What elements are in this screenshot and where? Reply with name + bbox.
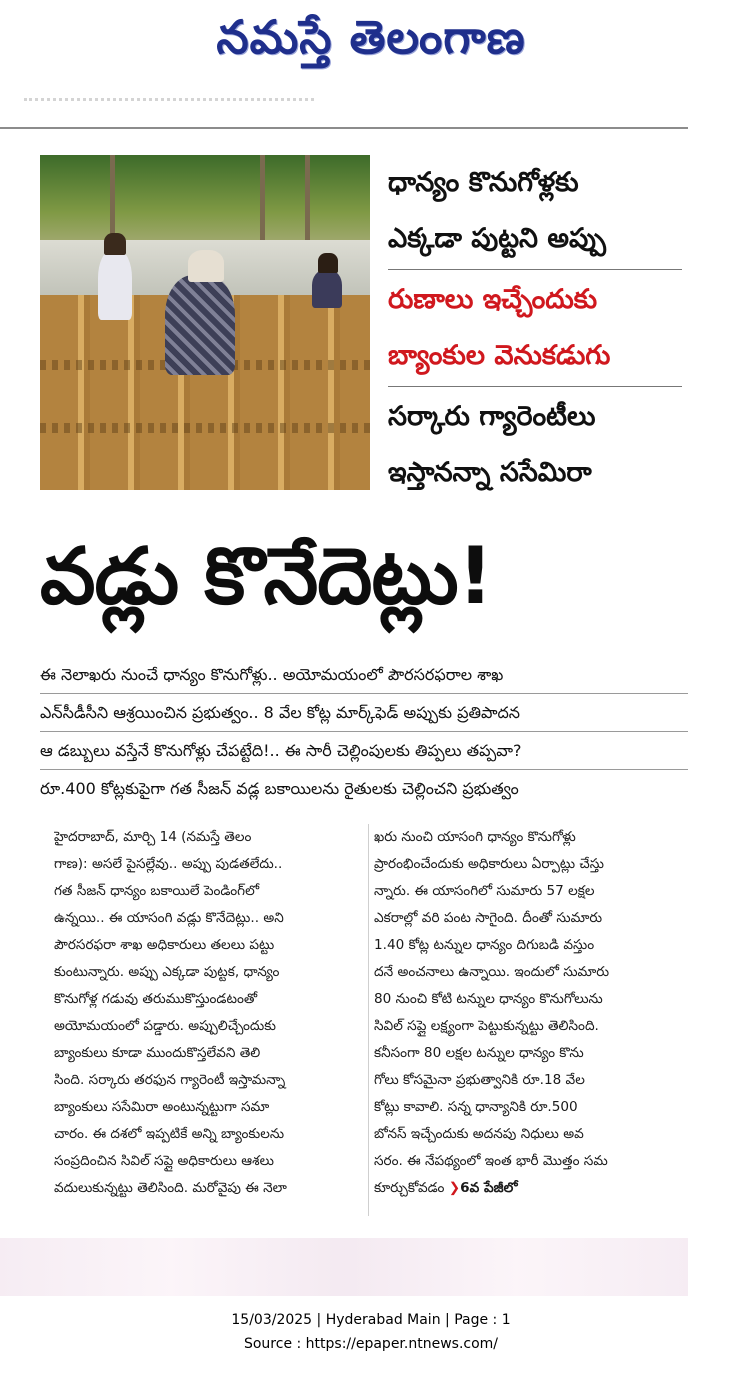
newspaper-logo: నమస్తే తెలంగాణ	[216, 10, 526, 64]
sub-headline-6: ఇస్తానన్నా ససేమిరా	[388, 457, 592, 488]
paddy-sacks-photo	[40, 155, 370, 490]
article-line: కోట్లు కావాలి. సన్న ధాన్యానికి రూ.500	[374, 1099, 578, 1115]
photo-sack-seam	[40, 423, 370, 433]
article-line: సరం. ఈ నేపథ్యంలో ఇంత భారీ మొత్తం సమ	[374, 1153, 608, 1169]
summary-point: ఎన్‌సీడీసీని ఆశ్రయించిన ప్రభుత్వం.. 8 వేల కోట్ల మార్క్‌ఫెడ్ అప్పుకు ప్రతిపాదన	[40, 694, 688, 732]
sub-headline-1: ధాన్యం కొనుగోళ్లకు	[388, 167, 579, 198]
article-line: న్నారు. ఈ యాసంగిలో సుమారు 57 లక్షల	[374, 883, 595, 899]
article-line: బోనస్ ఇచ్చేందుకు అదనపు నిధులు అవ	[374, 1126, 584, 1142]
article-line: ప్రారంభించేందుకు అధికారులు ఏర్పాట్లు చేస్తు	[374, 856, 604, 872]
article-line: హైదరాబాద్, మార్చి 14 (నమస్తే తెలం	[54, 829, 252, 845]
article-line: గోలు కోసమైనా ప్రభుత్వానికి రూ.18 వేల	[374, 1072, 585, 1088]
article-line: చారం. ఈ దశలో ఇప్పటికే అన్ని బ్యాంకులను	[54, 1126, 285, 1142]
masthead-faint-strip	[24, 98, 314, 111]
article-line: సివిల్ సప్లై లక్ష్యంగా పెట్టుకున్నట్టు తెలిసింది.	[374, 1018, 599, 1034]
article-line: కొనుగోళ్ల గడువు తరుముకొస్తుండటంతో	[54, 991, 258, 1007]
photo-worker-right	[312, 270, 342, 308]
sub-headline-4: బ్యాంకుల వెనుకడుగు	[388, 340, 611, 371]
photo-worker-left	[98, 250, 132, 320]
article-column-left	[54, 824, 368, 1202]
article-line: సింది. సర్కారు తరఫున గ్యారెంటీ ఇస్తామన్నా	[54, 1072, 286, 1088]
sub-headline-3: రుణాలు ఇచ్చేందుకు	[388, 284, 598, 315]
summary-points	[40, 656, 688, 807]
source-link[interactable]: Source : https://epaper.ntnews.com/	[243, 1336, 499, 1352]
article-column-right	[374, 824, 688, 1202]
decorative-band	[0, 1238, 688, 1296]
summary-point: ఈ నెలాఖరు నుంచే ధాన్యం కొనుగోళ్లు.. అయోమయంలో పౌరసరఫరాల శాఖ	[40, 656, 688, 694]
article-line: బ్యాంకులు కూడా ముందుకొస్తలేవని తెలి	[54, 1045, 261, 1061]
column-divider	[368, 824, 369, 1216]
article-line: గాణ): అసలే పైసల్లేవు.. అప్పు పుడతలేదు..	[54, 856, 283, 872]
article-line: కూర్చుకోవడం	[374, 1180, 445, 1196]
article-line: బ్యాంకులు ససేమిరా అంటున్నట్టుగా సమా	[54, 1099, 270, 1115]
article-line: సంప్రదించిన సివిల్ సప్లై అధికారులు ఆశలు	[54, 1153, 274, 1169]
sub-headline-2: ఎక్కడా పుట్టని అప్పు	[388, 223, 607, 254]
sub-headline-divider	[388, 386, 682, 387]
photo-worker-center-head	[188, 250, 224, 282]
photo-worker-center	[165, 275, 235, 375]
summary-point: ఆ డబ్బులు వస్తేనే కొనుగోళ్లు చేపట్టేది!.. ఈ సారీ చెల్లింపులకు తిప్పలు తప్పవా?	[40, 732, 688, 770]
continuation-link[interactable]: 6వ పేజీలో	[460, 1180, 518, 1196]
article-line: ఖరు నుంచి యాసంగి ధాన్యం కొనుగోళ్లు	[374, 829, 576, 845]
epaper-footer	[0, 1308, 742, 1356]
article-line: దనే అంచనాలు ఉన్నాయి. ఇందులో సుమారు	[374, 964, 610, 980]
edition-info: 15/03/2025 | Hyderabad Main | Page : 1	[231, 1312, 511, 1328]
summary-point: రూ.400 కోట్లకుపైగా గత సీజన్ వడ్ల బకాయిలను రైతులకు చెల్లించని ప్రభుత్వం	[40, 779, 519, 798]
article-line: కుంటున్నారు. అప్పు ఎక్కడా పుట్టక, ధాన్యం	[54, 964, 280, 980]
article-line: గత సీజన్ ధాన్యం బకాయిలే పెండింగ్‌లో	[54, 883, 260, 899]
sub-headline-5: సర్కారు గ్యారెంటీలు	[388, 401, 596, 432]
article-line: కనీసంగా 80 లక్షల టన్నుల ధాన్యం కొను	[374, 1045, 584, 1061]
masthead-divider	[0, 127, 688, 129]
article-line: పౌరసరఫరా శాఖ అధికారులు తలలు పట్టు	[54, 937, 275, 953]
article-line: ఉన్నయి.. ఈ యాసంగి వడ్లు కొనేదెట్లు.. అని	[54, 910, 284, 926]
article-line: 1.40 కోట్ల టన్నుల ధాన్యం దిగుబడి వస్తుం	[374, 937, 595, 953]
photo-trees	[40, 155, 370, 250]
article-line: అయోమయంలో పడ్డారు. అప్పులిచ్చేందుకు	[54, 1018, 276, 1034]
article-line: వదులుకున్నట్టు తెలిసింది. మరోవైపు ఈ నెలా	[54, 1180, 287, 1196]
masthead	[0, 0, 742, 92]
article-body	[40, 824, 688, 1234]
photo-worker-left-head	[104, 233, 126, 255]
sub-headlines	[388, 155, 688, 501]
article-line: 80 నుంచి కోటి టన్నుల ధాన్యం కొనుగోలును	[374, 991, 603, 1007]
article-last-line	[374, 1175, 688, 1202]
article-line: ఎకరాల్లో వరి పంట సాగైంది. దీంతో సుమారు	[374, 910, 603, 926]
continuation-arrow-icon: ❯	[448, 1180, 461, 1196]
photo-worker-right-head	[318, 253, 338, 273]
main-headline: వడ్లు కొనేదెట్లు!	[40, 532, 493, 622]
sub-headline-divider	[388, 269, 682, 270]
